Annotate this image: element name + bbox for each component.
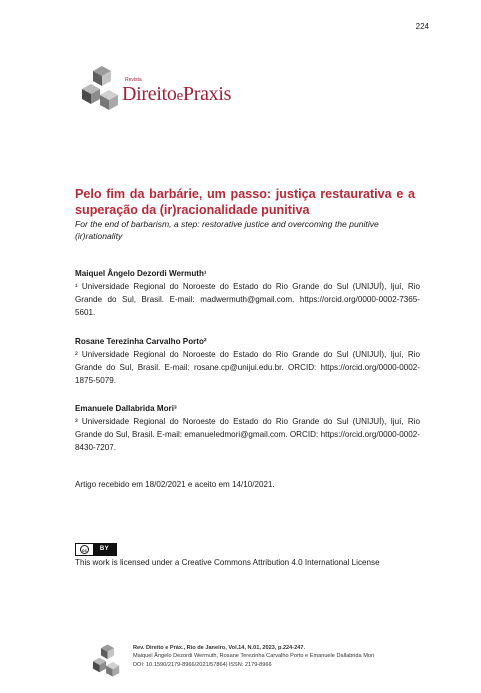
- footer-cube-logo-icon: [90, 643, 128, 681]
- article-subtitle: For the end of barbarism, a step: restorative justice and overcoming the punitive (ir)rationality: [75, 219, 379, 241]
- author-name: Rosane Terezinha Carvalho Porto²: [75, 337, 207, 346]
- author-affiliation: ³ Universidade Regional do Noroeste do Estado do Rio Grande do Sul (UNIJUÍ), Ijuí, Rio Grande do Sul, Brasil. E-mail: emanueledmori@gmail.com. ORCID: https://orcid.org/0000-0002-8430-7207.: [75, 417, 420, 452]
- footer-doi: DOI: 10.1590/2179-8966/2021/57864| ISSN: 2179-8966: [133, 661, 272, 668]
- page-number: 224: [415, 22, 429, 31]
- article-title: Pelo fim da barbárie, um passo: justiça restaurativa e a superação da (ir)racionalidade punitiva: [75, 187, 415, 217]
- journal-logo: [82, 64, 262, 116]
- footer-citation-block: [133, 644, 374, 669]
- cc-icon: [76, 544, 93, 555]
- author-block: [75, 267, 420, 319]
- footer-authors: Maiquel Ângelo Dezordi Wermuth, Rosane Terezinha Carvalho Porto e Emanuele Dallabrida Mori: [133, 653, 375, 660]
- author-affiliation: ² Universidade Regional do Noroeste do Estado do Rio Grande do Sul (UNIJUÍ), Ijuí, Rio Grande do Sul, Brasil. E-mail: rosane.cp@unijui.edu.br. ORCID: https://orcid.org/0000-0002-1875-5079.: [75, 350, 420, 385]
- author-name: Maiquel Ângelo Dezordi Wermuth¹: [75, 269, 207, 278]
- license-text: This work is licensed under a Creative Commons Attribution 4.0 International License: [75, 558, 380, 567]
- author-name: Emanuele Dallabrida Mori³: [75, 404, 177, 413]
- author-affiliation: ¹ Universidade Regional do Noroeste do Estado do Rio Grande do Sul (UNIJUÍ), Ijuí, Rio Grande do Sul, Brasil. E-mail: madwermuth@gmail.com. https://orcid.org/0000-0002-7365-5601.: [75, 282, 420, 317]
- footer-citation: Rev. Direito e Práx., Rio de Janeiro, Vol.14, N.01, 2023, p.224-247.: [133, 645, 306, 651]
- by-label: BY: [93, 544, 116, 555]
- cube-logo-icon: [82, 64, 126, 116]
- author-block: [75, 335, 420, 387]
- author-block: [75, 402, 420, 454]
- received-date-note: Artigo recebido em 18/02/2021 e aceito em 14/10/2021.: [75, 480, 275, 489]
- logo-small-label: Revista: [125, 77, 142, 83]
- cc-circle-label: cc: [80, 545, 89, 554]
- cc-by-license-badge[interactable]: [75, 543, 117, 556]
- logo-wordmark: DireitoePraxis: [122, 83, 232, 105]
